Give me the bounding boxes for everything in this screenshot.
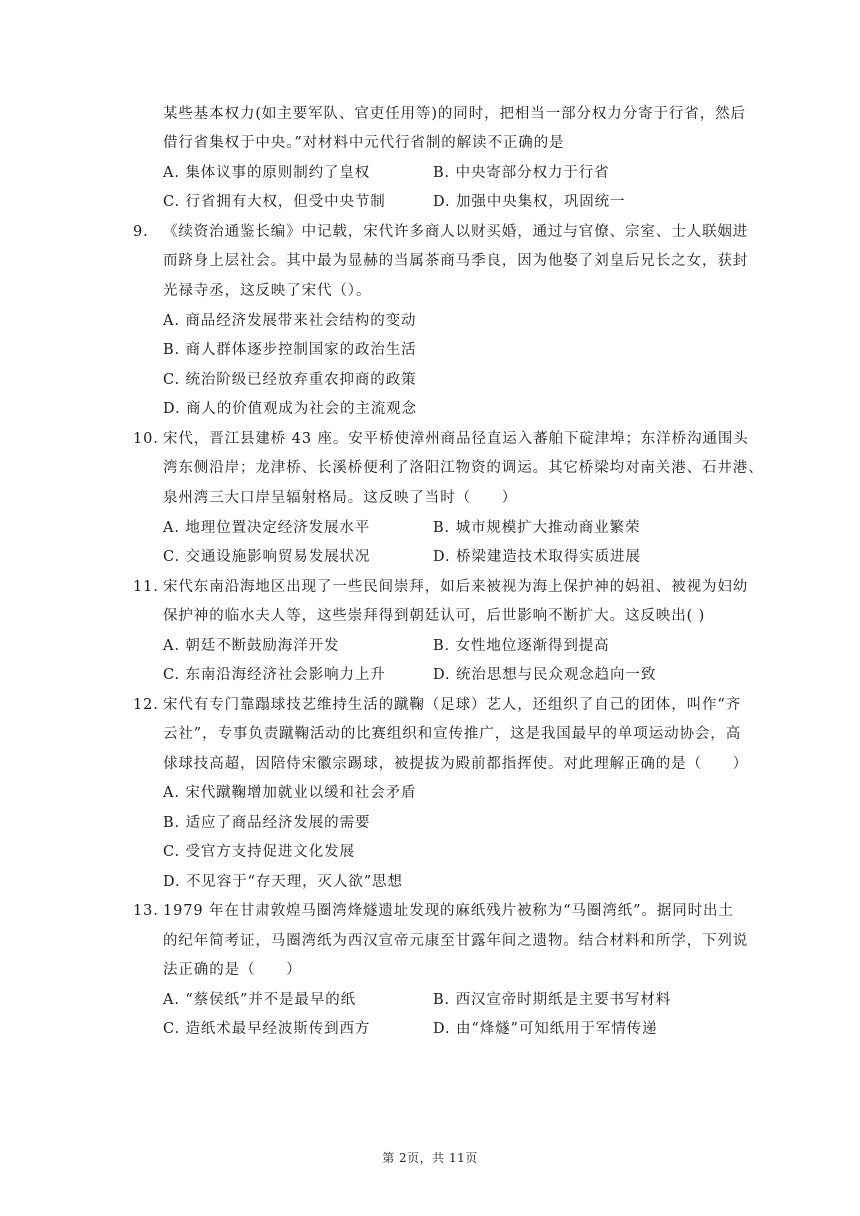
question-11-option-a: A. 朝廷不断鼓励海洋开发 [163,638,340,654]
question-11-line-2: 保护神的临水夫人等，这些崇拜得到朝廷认可，后世影响不断扩大。这反映出( ) [163,608,706,624]
question-10-line-2: 湾东侧沿岸；龙津桥、长溪桥便利了洛阳江物资的调运。其它桥梁均对南关港、石井港、 [163,460,764,476]
question-12-line-3: 俅球技高超，因陪侍宋徽宗踢球，被提拔为殿前都指挥使。对此理解正确的是（ ） [163,756,749,772]
question-9-line-2: 而跻身上层社会。其中最为显赫的当属茶商马季良，因为他娶了刘皇后兄长之女，获封 [163,253,749,269]
question-8-option-c: C. 行省拥有大权，但受中央节制 [163,194,386,210]
question-10-option-a: A. 地理位置决定经济发展水平 [163,520,371,536]
question-9-option-b: B. 商人群体逐步控制国家的政治生活 [163,342,417,358]
question-9-option-a: A. 商品经济发展带来社会结构的变动 [163,313,417,329]
question-11-line-1: 宋代东南沿海地区出现了一些民间崇拜，如后来被视为海上保护神的妈祖、被视为妇幼 [163,579,749,595]
question-8-option-d: D. 加强中央集权，巩固统一 [433,194,626,210]
question-13-option-c: C. 造纸术最早经波斯传到西方 [163,1021,371,1037]
question-9-option-d: D. 商人的价值观成为社会的主流观念 [163,401,418,417]
question-10-line-3: 泉州湾三大口岸呈辐射格局。这反映了当时（ ） [163,490,518,506]
question-9-line-1: 《续资治通鉴长编》中记载，宋代许多商人以财买婚，通过与官僚、宗室、士人联姻进 [163,224,749,240]
question-9-option-c: C. 统治阶级已经放弃重农抑商的政策 [163,372,417,388]
question-9-number: 9. [133,224,149,240]
question-10-option-d: D. 桥梁建造技术取得实质进展 [433,549,641,565]
question-9-line-3: 光禄寺丞，这反映了宋代（）。 [163,283,372,299]
question-10-option-b: B. 城市规模扩大推动商业繁荣 [433,520,641,536]
question-13-option-a: A. “蔡侯纸”并不是最早的纸 [163,992,357,1008]
question-12-option-b: B. 适应了商品经济发展的需要 [163,815,371,831]
question-8-option-a: A. 集体议事的原则制约了皇权 [163,165,371,181]
question-12-option-d: D. 不见容于“存天理，灭人欲”思想 [163,874,403,890]
question-12-line-2: 云社”，专事负责蹴鞠活动的比赛组织和宣传推广，这是我国最早的单项运动协会，高 [163,726,742,742]
question-13-option-d: D. 由“烽燧”可知纸用于军情传递 [433,1021,658,1037]
question-13-line-2: 的纪年简考证，马圈湾纸为西汉宣帝元康至甘露年间之遗物。结合材料和所学，下列说 [163,933,749,949]
question-13-line-3: 法正确的是（ ） [163,962,302,978]
page-footer: 第 2页，共 11页 [382,1151,478,1165]
question-11-number: 11. [133,579,159,595]
question-8-option-b: B. 中央寄部分权力于行省 [433,165,610,181]
question-12-number: 12. [133,697,159,713]
question-11-option-d: D. 统治思想与民众观念趋向一致 [433,667,657,683]
question-13-option-b: B. 西汉宣帝时期纸是主要书写材料 [433,992,672,1008]
question-13-line-1: 1979 年在甘肃敦煌马圈湾烽燧遗址发现的麻纸残片被称为“马圈湾纸”。据同时出土 [163,903,734,919]
question-10-option-c: C. 交通设施影响贸易发展状况 [163,549,371,565]
question-8-line-1: 某些基本权力(如主要军队、官吏任用等)的同时，把相当一部分权力分寄于行省，然后 [163,106,746,122]
question-10-number: 10. [133,431,159,447]
question-11-option-b: B. 女性地位逐渐得到提高 [433,638,610,654]
question-12-option-a: A. 宋代蹴鞠增加就业以缓和社会矛盾 [163,785,417,801]
question-12-option-c: C. 受官方支持促进文化发展 [163,844,355,860]
question-13-number: 13. [133,903,159,919]
question-12-line-1: 宋代有专门靠蹋球技艺维持生活的蹴鞠（足球）艺人，还组织了自己的团体，叫作“齐 [163,697,742,713]
question-8-line-2: 借行省集权于中央。”对材料中元代行省制的解读不正确的是 [163,135,565,151]
question-10-line-1: 宋代，晋江县建桥 43 座。安平桥使漳州商品径直运入蕃舶下碇津埠；东洋桥沟通围头 [163,431,749,447]
question-11-option-c: C. 东南沿海经济社会影响力上升 [163,667,386,683]
